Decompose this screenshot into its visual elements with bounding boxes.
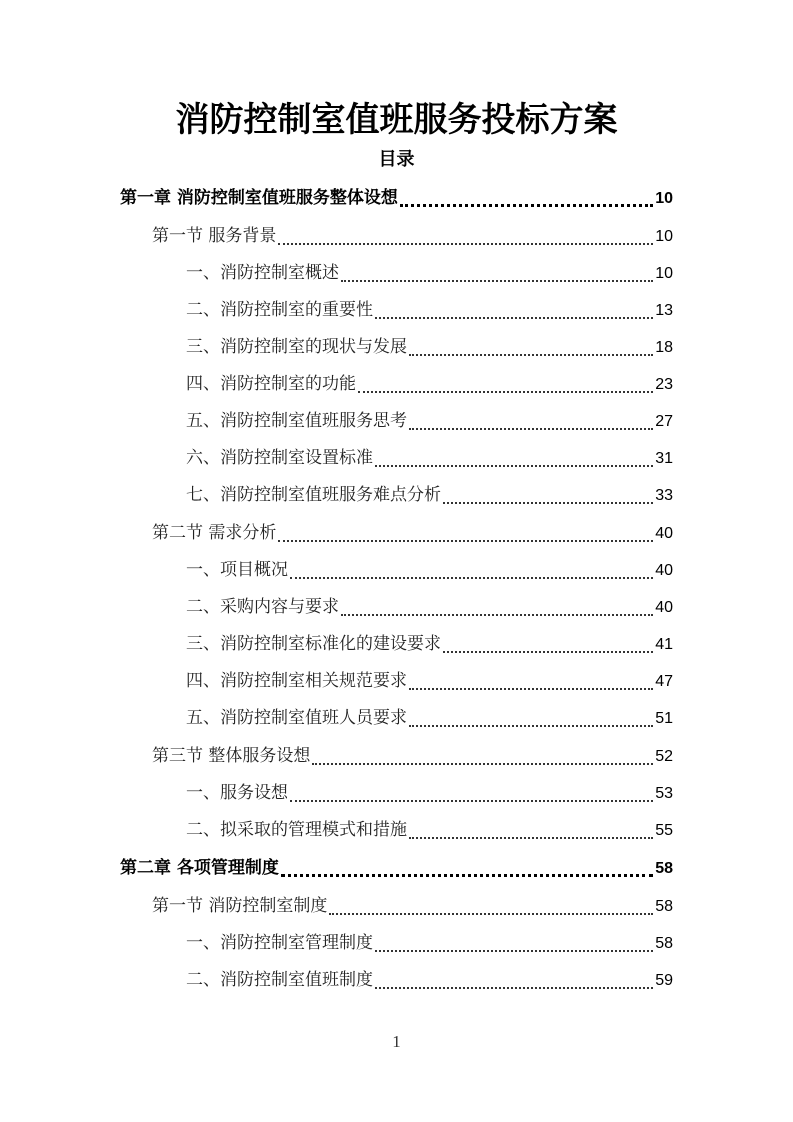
toc-entry[interactable] xyxy=(186,626,673,663)
toc-entry-label: 一、服务设想 xyxy=(186,783,288,803)
leader-dots xyxy=(375,317,653,319)
leader-dots xyxy=(358,391,653,393)
page-number: 1 xyxy=(392,1032,401,1051)
leader-dots xyxy=(278,243,653,245)
toc-entry-page: 23 xyxy=(655,376,673,393)
toc-entry-page: 53 xyxy=(655,785,673,802)
toc-entry[interactable] xyxy=(186,366,673,403)
toc-entry[interactable] xyxy=(186,255,673,292)
leader-dots xyxy=(443,502,653,504)
leader-dots xyxy=(341,614,653,616)
leader-dots xyxy=(375,465,653,467)
toc-entry-label: 二、消防控制室的重要性 xyxy=(186,300,373,320)
document-title: 消防控制室值班服务投标方案 xyxy=(175,100,618,140)
toc-entry-page: 13 xyxy=(655,302,673,319)
toc-entry-label: 第一章 消防控制室值班服务整体设想 xyxy=(120,188,398,208)
toc-entry-label: 二、拟采取的管理模式和措施 xyxy=(186,820,407,840)
leader-dots xyxy=(409,688,653,690)
toc-entry[interactable] xyxy=(120,850,673,887)
leader-dots xyxy=(409,725,653,727)
toc-entry-label: 一、消防控制室概述 xyxy=(186,263,339,283)
leader-dots xyxy=(409,354,653,356)
toc-entry[interactable] xyxy=(186,329,673,366)
toc-entry-page: 52 xyxy=(655,748,673,765)
leader-dots xyxy=(400,204,653,207)
leader-dots xyxy=(281,874,653,877)
leader-dots xyxy=(375,950,653,952)
leader-dots xyxy=(375,987,653,989)
toc-entry-label: 第二章 各项管理制度 xyxy=(120,858,279,878)
toc-entry-page: 47 xyxy=(655,673,673,690)
toc-entry-page: 40 xyxy=(655,525,673,542)
toc-entry-label: 三、消防控制室的现状与发展 xyxy=(186,337,407,357)
toc-entry-label: 二、消防控制室值班制度 xyxy=(186,970,373,990)
toc-entry-page: 33 xyxy=(655,487,673,504)
leader-dots xyxy=(443,651,653,653)
toc-entry-label: 五、消防控制室值班服务思考 xyxy=(186,411,407,431)
toc-entry-page: 18 xyxy=(655,339,673,356)
leader-dots xyxy=(341,280,653,282)
toc-entry-page: 40 xyxy=(655,562,673,579)
toc-entry-label: 五、消防控制室值班人员要求 xyxy=(186,708,407,728)
toc-entry-page: 55 xyxy=(655,822,673,839)
toc-entry-page: 58 xyxy=(655,898,673,915)
toc-entry[interactable] xyxy=(186,663,673,700)
toc-entry[interactable] xyxy=(186,403,673,440)
leader-dots xyxy=(329,913,653,915)
toc-entry[interactable] xyxy=(152,888,673,925)
leader-dots xyxy=(290,577,653,579)
toc-entry[interactable] xyxy=(186,925,673,962)
toc-entry-label: 六、消防控制室设置标准 xyxy=(186,448,373,468)
toc-entry[interactable] xyxy=(152,738,673,775)
toc-entry[interactable] xyxy=(186,812,673,849)
toc-entry[interactable] xyxy=(120,180,673,217)
toc-entry-label: 第二节 需求分析 xyxy=(152,523,277,543)
toc-entry-page: 58 xyxy=(655,935,673,952)
toc-entry[interactable] xyxy=(186,775,673,812)
toc-entry[interactable] xyxy=(152,218,673,255)
leader-dots xyxy=(278,540,653,542)
toc-entry-page: 10 xyxy=(655,265,673,282)
toc-entry-label: 一、项目概况 xyxy=(186,560,288,580)
toc-entry-page: 10 xyxy=(655,228,673,245)
leader-dots xyxy=(312,763,653,765)
toc-entry-page: 41 xyxy=(655,636,673,653)
toc-entry[interactable] xyxy=(186,552,673,589)
toc-entry[interactable] xyxy=(186,962,673,999)
toc-entry-label: 一、消防控制室管理制度 xyxy=(186,933,373,953)
toc-entry-page: 40 xyxy=(655,599,673,616)
toc-heading: 目录 xyxy=(378,149,415,170)
toc-entry-label: 第一节 服务背景 xyxy=(152,226,277,246)
leader-dots xyxy=(409,837,653,839)
toc-entry-label: 七、消防控制室值班服务难点分析 xyxy=(186,485,441,505)
toc-entry-page: 10 xyxy=(655,190,673,207)
toc-entry[interactable] xyxy=(186,477,673,514)
toc-entry-label: 三、消防控制室标准化的建设要求 xyxy=(186,634,441,654)
toc-entry-page: 31 xyxy=(655,450,673,467)
toc-entry[interactable] xyxy=(186,589,673,626)
toc-entry-label: 四、消防控制室的功能 xyxy=(186,374,356,394)
toc-entry[interactable] xyxy=(186,292,673,329)
toc-entry-page: 51 xyxy=(655,710,673,727)
leader-dots xyxy=(290,800,653,802)
toc-entry[interactable] xyxy=(186,700,673,737)
leader-dots xyxy=(409,428,653,430)
toc-entry-label: 四、消防控制室相关规范要求 xyxy=(186,671,407,691)
toc-entry-label: 第一节 消防控制室制度 xyxy=(152,896,328,916)
toc-entry-page: 27 xyxy=(655,413,673,430)
toc-entry[interactable] xyxy=(186,440,673,477)
toc-entry-page: 59 xyxy=(655,972,673,989)
toc-entry-label: 第三节 整体服务设想 xyxy=(152,746,311,766)
toc-entry-page: 58 xyxy=(655,860,673,877)
toc-entry[interactable] xyxy=(152,515,673,552)
toc-entry-label: 二、采购内容与要求 xyxy=(186,597,339,617)
